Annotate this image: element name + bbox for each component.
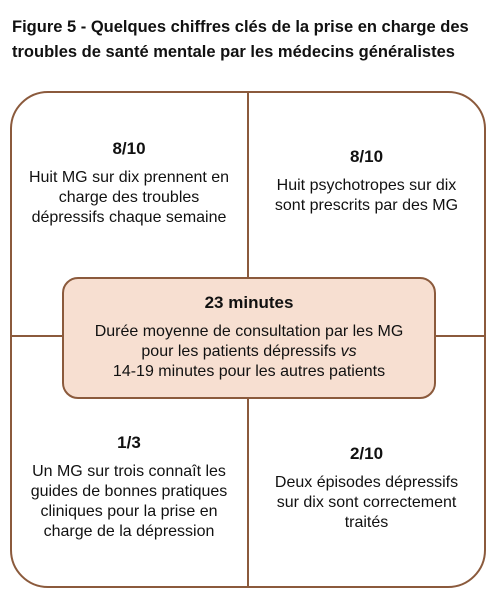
quadrant-bottom-right-line-3: traités (344, 514, 389, 531)
figure-title-line-1: Figure 5 - Quelques chiffres clés de la prise en charge des (12, 18, 469, 36)
quadrant-bottom-left-line-4: charge de la dépression (43, 523, 215, 540)
center-box (62, 277, 436, 399)
quadrant-bottom-left-line-3: cliniques pour la prise en (40, 503, 218, 520)
quadrant-top-right-line-2: sont prescrits par des MG (274, 197, 459, 214)
quadrant-top-right-value: 8/10 (349, 147, 384, 166)
center-line-2-vs: vs (340, 343, 357, 360)
quadrant-bottom-right-value: 2/10 (349, 444, 384, 463)
quadrant-top-left-line-1: Huit MG sur dix prennent en (28, 169, 230, 186)
center-line-2-text: pour les patients dépressifs (141, 343, 341, 360)
quadrant-bottom-left (12, 432, 246, 542)
quadrant-bottom-left-line-1: Un MG sur trois connaît les (32, 463, 226, 480)
quadrant-bottom-right-line-1: Deux épisodes dépressifs (274, 474, 459, 491)
quadrant-top-right-line-1: Huit psychotropes sur dix (276, 177, 457, 194)
quadrant-top-left-line-3: dépressifs chaque semaine (31, 209, 227, 226)
quadrant-bottom-left-line-2: guides de bonnes pratiques (30, 483, 228, 500)
quadrant-top-left-value: 8/10 (112, 139, 146, 158)
quadrant-top-left-line-2: charge des troubles (58, 189, 200, 206)
figure-title (12, 15, 492, 65)
center-line-2 (64, 342, 434, 362)
quadrant-top-left (12, 138, 246, 228)
quadrant-top-right (249, 146, 484, 216)
center-line-3: 14-19 minutes pour les autres patients (112, 363, 386, 380)
quadrant-bottom-left-value: 1/3 (117, 433, 141, 452)
center-value: 23 minutes (204, 293, 294, 312)
figure-title-line-2: troubles de santé mentale par les médecins généralistes (12, 43, 455, 61)
quadrant-bottom-right-line-2: sur dix sont correctement (276, 494, 457, 511)
quadrant-bottom-right (249, 443, 484, 533)
center-line-1: Durée moyenne de consultation par les MG (94, 323, 404, 340)
